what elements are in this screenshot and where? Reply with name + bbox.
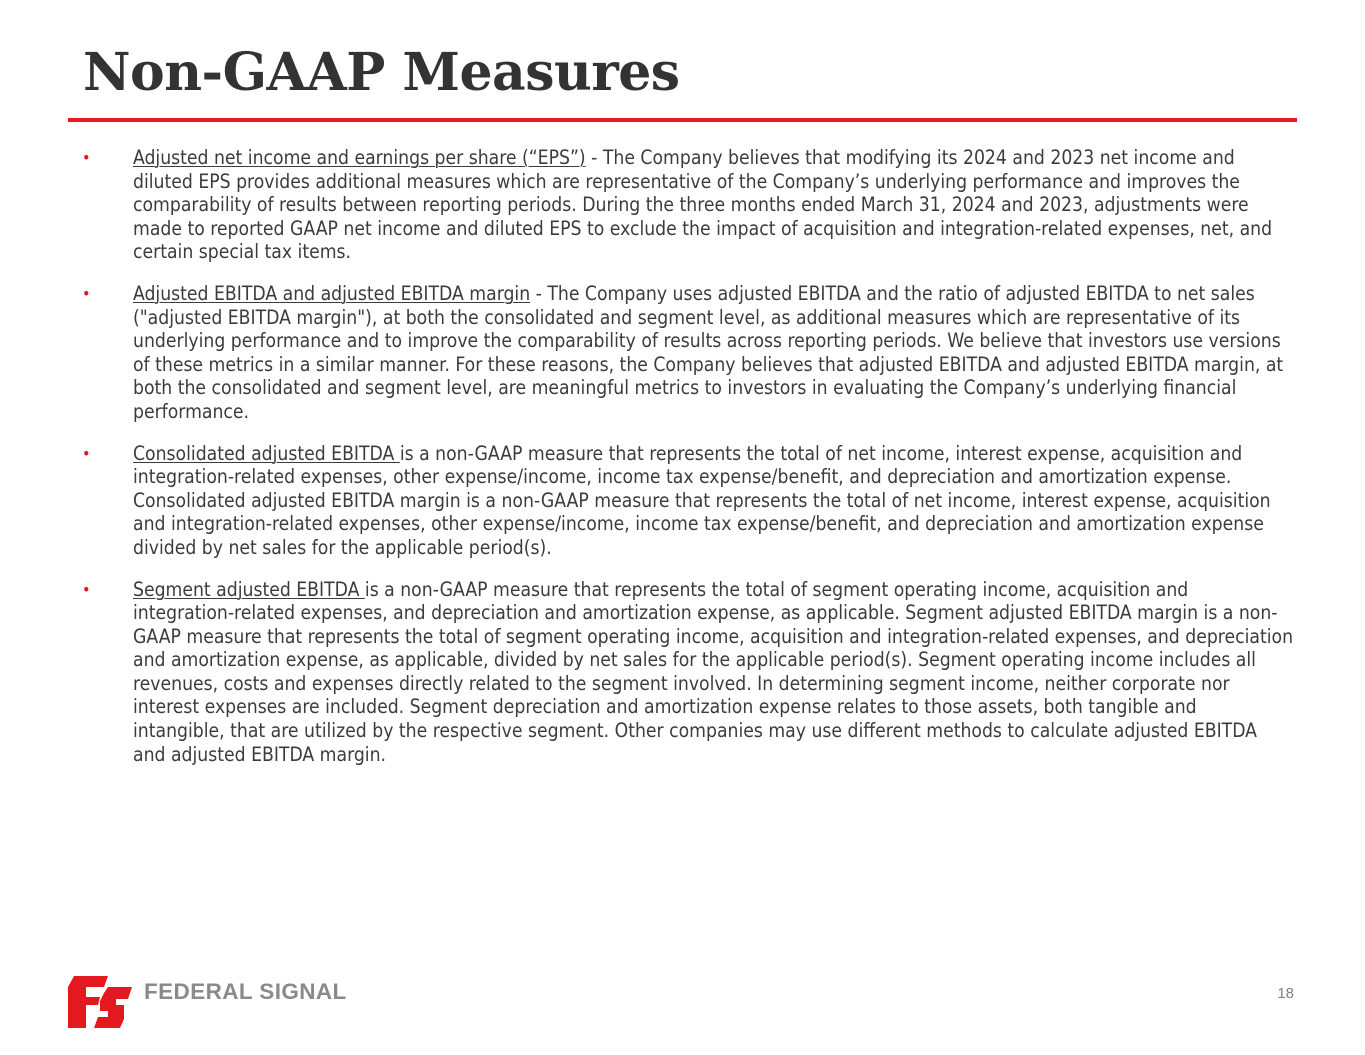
bullet-icon: •: [82, 283, 91, 303]
bullet-term: Adjusted EBITDA and adjusted EBITDA margin: [133, 281, 531, 305]
bullet-term: Adjusted net income and earnings per share (“EPS”): [133, 146, 586, 169]
page-title: Non-GAAP Measures: [83, 42, 680, 103]
bullet-item-segment-ebitda: [0, 578, 1365, 767]
bullet-item-adjusted-net-income: [0, 146, 1365, 264]
bullet-text: is a non-GAAP measure that represents the total of net income, interest expense, acquisition and integration-related expenses, other expense/income, income tax expense/benefit, and depreciation and amortization expense. Consolidated adjusted EBITDA margin is a non-GAAP measure that represents the total of net income, interest expense, acquisition and integration-related expenses, other expense/income, income tax expense/benefit, and depreciation and amortization expense divided by net sales for the applicable period(s).: [133, 441, 1271, 559]
bullet-term: Consolidated adjusted EBITDA: [133, 441, 400, 465]
logo-wordmark: FEDERAL SIGNAL: [144, 979, 347, 1004]
bullet-icon: •: [82, 148, 91, 167]
bullet-term: Segment adjusted EBITDA: [133, 577, 365, 601]
bullet-text: - The Company uses adjusted EBITDA and the ratio of adjusted EBITDA to net sales ("adjusted EBITDA margin"), at both the consolidated and segment level, as additional measures which are representative of its underlying performance and to improve the comparability of results across reporting periods. We believe that investors use versions of these metrics in a similar manner. For these reasons, the Company believes that adjusted EBITDA and adjusted EBITDA margin, at both the consolidated and segment level, are meaningful metrics to investors in evaluating the Company’s underlying financial performance.: [133, 281, 1284, 423]
federal-signal-fs-logo-icon: [68, 971, 132, 1028]
bullet-list: [0, 146, 1365, 784]
bullet-text: - The Company believes that modifying its 2024 and 2023 net income and diluted EPS provides additional measures which are representative of the Company’s underlying performance and improves the comparability of results between reporting periods. During the three months ended March 31, 2024 and 2023, adjustments were made to reported GAAP net income and diluted EPS to exclude the impact of acquisition and integration-related expenses, net, and certain special tax items.: [133, 146, 1273, 264]
bullet-icon: •: [82, 443, 91, 463]
bullet-item-adjusted-ebitda: [0, 282, 1365, 424]
page-number: 18: [1277, 985, 1294, 1002]
bullet-text: is a non-GAAP measure that represents the total of segment operating income, acquisition and integration-related expenses, and depreciation and amortization expense, as applicable. Segment adjusted EBITDA margin is a non-GAAP measure that represents the total of segment operating income, acquisition and integration-related expenses, and depreciation and amortization expense, as applicable, divided by net sales for the applicable period(s). Segment operating income includes all revenues, costs and expenses directly related to the segment involved. In determining segment income, neither corporate nor interest expenses are included. Segment depreciation and amortization expense relates to those assets, both tangible and intangible, that are utilized by the respective segment. Other companies may use different methods to calculate adjusted EBITDA and adjusted EBITDA margin.: [133, 577, 1294, 766]
federal-signal-logo: [68, 971, 353, 1029]
title-divider: [68, 118, 1297, 122]
bullet-item-consolidated-ebitda: [0, 442, 1365, 560]
bullet-icon: •: [82, 579, 91, 599]
